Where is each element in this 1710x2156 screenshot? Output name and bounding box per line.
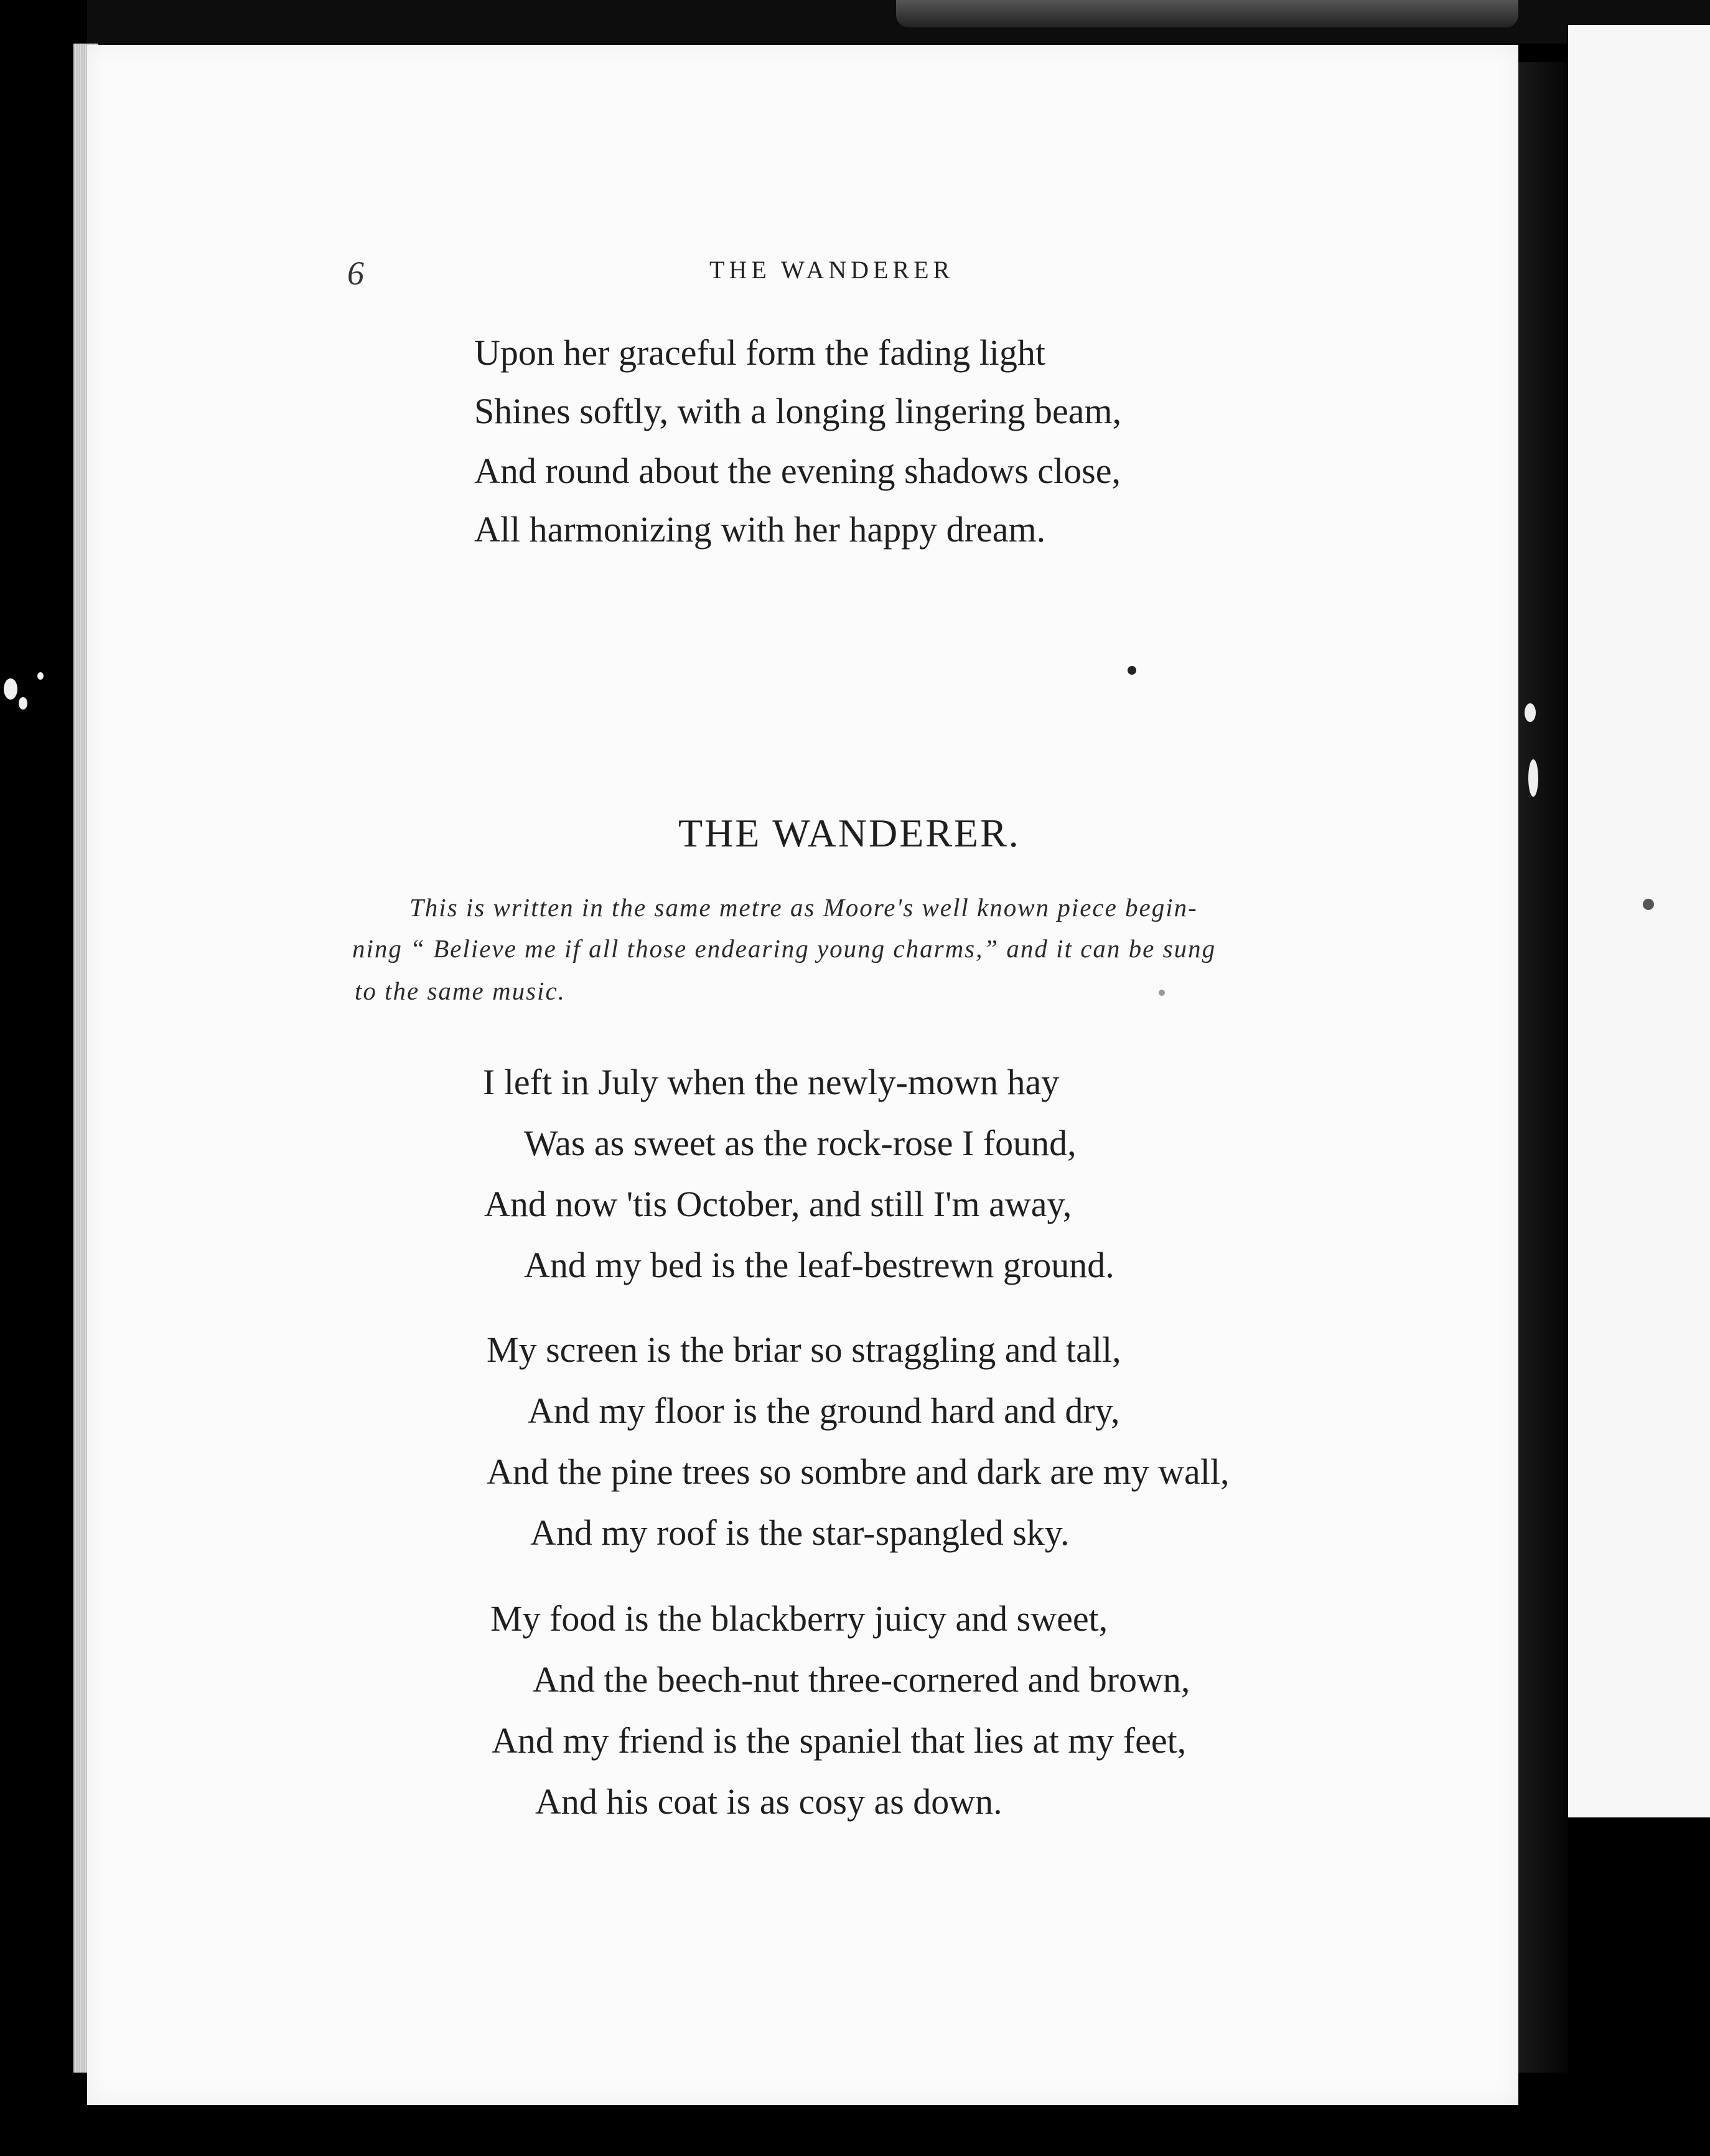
scan-shadow-top	[896, 0, 1518, 27]
poem-line: And the beech-nut three-cornered and brown,	[533, 1659, 1190, 1700]
facing-page-edge	[1568, 25, 1710, 1817]
print-dot	[1643, 899, 1654, 910]
poem-line: And his coat is as cosy as down.	[535, 1781, 1002, 1822]
page-number: 6	[347, 255, 364, 292]
print-dot	[1128, 666, 1136, 675]
poem-line: I left in July when the newly-mown hay	[483, 1062, 1060, 1102]
poem-note-line: ning “ Believe me if all those endearing young charms,” and it can be sung	[352, 934, 1217, 963]
poem-note-line: to the same music.	[355, 977, 566, 1005]
poem-line: All harmonizing with her happy dream.	[474, 509, 1046, 550]
poem-line: My screen is the briar so straggling and tall,	[487, 1329, 1121, 1370]
scan-speck	[37, 672, 44, 680]
poem-line: Shines softly, with a longing lingering beam,	[474, 391, 1122, 431]
scan-speck	[4, 678, 17, 700]
poem-line: And my friend is the spaniel that lies at my feet,	[492, 1720, 1187, 1761]
print-dot	[1159, 990, 1165, 996]
poem-line: And my roof is the star-spangled sky.	[530, 1512, 1070, 1553]
poem-line: Was as sweet as the rock-rose I found,	[524, 1123, 1077, 1163]
scan-speck	[19, 697, 27, 710]
poem-line: My food is the blackberry juicy and sweet,	[490, 1598, 1108, 1639]
poem-line: And now 'tis October, and still I'm away,	[484, 1184, 1072, 1224]
scan-speck	[1528, 759, 1538, 797]
poem-line: And my bed is the leaf-bestrewn ground.	[524, 1245, 1114, 1285]
poem-title: THE WANDERER.	[678, 811, 1021, 855]
scan-speck	[1525, 703, 1536, 722]
book-gutter	[1518, 62, 1568, 2073]
poem-line: Upon her graceful form the fading light	[474, 332, 1046, 373]
poem-line: And the pine trees so sombre and dark are my wall,	[487, 1451, 1230, 1492]
poem-note-line: This is written in the same metre as Moore's well known piece begin-	[409, 893, 1198, 922]
poem-line: And my floor is the ground hard and dry,	[528, 1390, 1120, 1431]
running-head: THE WANDERER	[709, 256, 955, 284]
poem-line: And round about the evening shadows close,	[474, 451, 1121, 491]
scan-border-bottom-right	[1568, 1817, 1710, 2156]
